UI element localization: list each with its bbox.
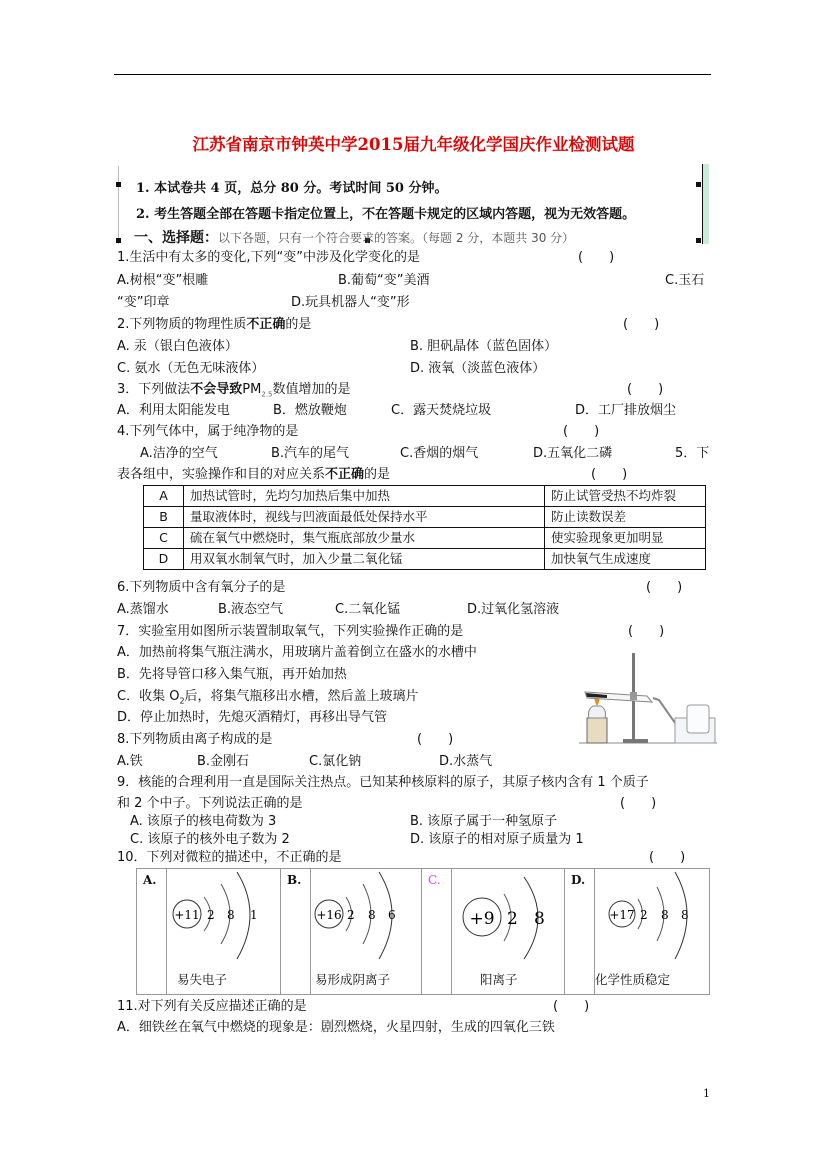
note-2: 2. 考生答题全部在答题卡指定位置上，不在答题卡规定的区域内答题，视为无效答题。 bbox=[136, 207, 636, 222]
note-1: 1. 本试卷共 4 页，总分 80 分。考试时间 50 分钟。 bbox=[136, 181, 448, 196]
q8-option-c: C.氯化钠 bbox=[309, 754, 362, 769]
q3-answer-paren: ( ) bbox=[627, 382, 664, 397]
shell-count: 8 bbox=[681, 908, 689, 922]
q10-caption-a: 易失电子 bbox=[177, 972, 228, 987]
q5-stem bbox=[117, 467, 390, 483]
nucleus-charge: +11 bbox=[174, 908, 200, 922]
q2-stem bbox=[117, 317, 311, 333]
shell-count: 2 bbox=[207, 908, 215, 922]
stand-base bbox=[623, 739, 648, 743]
q2-stem-end: 的是 bbox=[285, 317, 312, 332]
q1-option-c: C.玉石 bbox=[665, 273, 705, 288]
shell-count: 2 bbox=[347, 908, 355, 922]
q2-option-c: C. 氨水（无色无味液体） bbox=[117, 361, 265, 376]
q9-option-c: C. 该原子的核外电子数为 2 bbox=[130, 832, 290, 847]
q10-diagram-b bbox=[311, 869, 422, 994]
q10-label-b: B. bbox=[287, 873, 302, 887]
q5-stem-emphasis: 不正确 bbox=[325, 467, 365, 482]
q3-pm: PM bbox=[242, 382, 262, 397]
atom-structure-b bbox=[311, 869, 421, 964]
q9-stem-line2: 和 2 个中子。下列说法正确的是 bbox=[117, 796, 303, 811]
q10-diagram-c bbox=[452, 869, 565, 994]
q2-stem-text: 2.下列物质的物理性质 bbox=[117, 317, 247, 332]
shell-count: 1 bbox=[250, 908, 258, 922]
page-number: 1 bbox=[703, 1087, 710, 1100]
q9-stem-line1: 9．核能的合理利用一直是国际关注热点。已知某种核原料的原子，其原子核内含有 1 个质子 bbox=[117, 775, 649, 790]
row-operation: 量取液体时，视线与凹液面最低处保持水平 bbox=[184, 507, 545, 528]
q8-stem: 8.下列物质由离子构成的是 bbox=[117, 732, 273, 747]
q10-caption-b: 易形成阴离子 bbox=[315, 972, 391, 987]
shell-count: 2 bbox=[640, 908, 648, 922]
row-key: C bbox=[144, 528, 184, 549]
q4-option-d: D.五氧化二磷 bbox=[533, 446, 613, 461]
q9-option-d: D. 该原子的相对原子质量为 1 bbox=[410, 832, 584, 847]
q3-option-a: A．利用太阳能发电 bbox=[117, 403, 230, 418]
q4-stem: 4.下列气体中，属于纯净物的是 bbox=[117, 424, 299, 439]
atom-structure-d bbox=[595, 869, 709, 964]
q9-option-b: B. 该原子属于一种氢原子 bbox=[410, 814, 558, 829]
row-key: B bbox=[144, 507, 184, 528]
header-rule bbox=[114, 74, 711, 75]
q10-diagram-a bbox=[167, 869, 281, 994]
q10-options-table bbox=[136, 868, 710, 995]
nucleus-charge: +17 bbox=[609, 908, 635, 922]
resize-handle[interactable] bbox=[116, 182, 121, 187]
q7-option-c-sub: 2 bbox=[179, 696, 185, 706]
q4-option-b: B.汽车的尾气 bbox=[271, 446, 350, 461]
q1-option-b: B.葡萄“变”美酒 bbox=[338, 273, 430, 288]
row-operation: 用双氧水制氧气时，加入少量二氧化锰 bbox=[184, 549, 545, 570]
section-heading bbox=[134, 227, 574, 247]
nucleus-charge: +16 bbox=[316, 908, 342, 922]
q1-option-a: A.树根“变”根雕 bbox=[117, 273, 209, 288]
q3-option-d: D．工厂排放烟尘 bbox=[575, 403, 677, 418]
q10-label-cell bbox=[422, 869, 452, 994]
q10-diagram-d bbox=[595, 869, 709, 994]
section-desc: 以下各题，只有一个符合要求的答案。（每题 2 分，本题共 30 分） bbox=[218, 231, 575, 245]
q10-label-a: A. bbox=[143, 873, 157, 887]
q5-table bbox=[143, 485, 706, 570]
resize-handle[interactable] bbox=[696, 238, 701, 243]
row-purpose: 防止读数误差 bbox=[545, 507, 706, 528]
row-purpose: 使实验现象更加明显 bbox=[545, 528, 706, 549]
q1-stem: 1.生活中有太多的变化,下列“变”中涉及化学变化的是 bbox=[117, 250, 421, 265]
q11-stem: 11.对下列有关反应描述正确的是 bbox=[117, 999, 307, 1014]
q3-stem-text: 3．下列做法 bbox=[117, 382, 191, 397]
wood-block bbox=[587, 718, 607, 743]
q7-stem: 7．实验室用如图所示装置制取氧气，下列实验操作正确的是 bbox=[117, 624, 464, 639]
alcohol-lamp bbox=[589, 706, 606, 718]
q1-option-d: D.玩具机器人“变”形 bbox=[291, 295, 410, 310]
q7-option-a: A．加热前将集气瓶注满水，用玻璃片盖着倒立在盛水的水槽中 bbox=[117, 645, 477, 660]
q9-option-a: A. 该原子的核电荷数为 3 bbox=[130, 814, 277, 829]
shell-count: 6 bbox=[388, 908, 396, 922]
q3-stem bbox=[117, 382, 351, 403]
page-title: 江苏省南京市钟英中学2015届九年级化学国庆作业检测试题 bbox=[192, 135, 635, 154]
row-purpose: 加快氧气生成速度 bbox=[545, 549, 706, 570]
resize-handle[interactable] bbox=[696, 182, 701, 187]
gas-collecting-bottle bbox=[687, 705, 709, 733]
q1-answer-paren: ( ) bbox=[578, 250, 615, 265]
q10-label-c: C. bbox=[428, 873, 441, 887]
q6-option-a: A.蒸馏水 bbox=[117, 602, 169, 617]
atom-structure-a bbox=[167, 869, 280, 964]
row-purpose: 防止试管受热不均炸裂 bbox=[545, 486, 706, 507]
q10-answer-paren: ( ) bbox=[649, 850, 686, 865]
q7-option-c-end: 后，将集气瓶移出水槽，然后盖上玻璃片 bbox=[184, 689, 419, 704]
q6-answer-paren: ( ) bbox=[646, 580, 683, 595]
table-row bbox=[144, 486, 706, 507]
electron-shell-arc bbox=[237, 872, 250, 959]
q7-option-b: B．先将导管口移入集气瓶，再开始加热 bbox=[117, 667, 347, 682]
resize-handle[interactable] bbox=[116, 238, 121, 243]
q3-pm-sub: 2.5 bbox=[261, 390, 273, 399]
q10-label-cell bbox=[565, 869, 595, 994]
q2-option-a: A. 汞（银白色液体） bbox=[117, 339, 238, 354]
table-row bbox=[144, 549, 706, 570]
q1-option-c-cont: “变”印章 bbox=[117, 295, 170, 310]
q3-option-c: C．露天焚烧垃圾 bbox=[391, 403, 492, 418]
q10-stem: 10．下列对微粒的描述中，不正确的是 bbox=[117, 850, 342, 865]
q7-answer-paren: ( ) bbox=[628, 624, 665, 639]
q5-stem-text: 表各组中，实验操作和目的对应关系 bbox=[117, 467, 326, 482]
q8-option-a: A.铁 bbox=[117, 754, 143, 769]
q2-stem-emphasis: 不正确 bbox=[246, 317, 286, 332]
row-key: A bbox=[144, 486, 184, 507]
section-title: 一、选择题 bbox=[134, 230, 204, 246]
section-colon: ： bbox=[204, 230, 218, 246]
q3-stem-emphasis: 不会导致 bbox=[190, 382, 243, 397]
shell-count: 8 bbox=[227, 908, 235, 922]
clamp bbox=[630, 692, 637, 700]
q6-stem: 6.下列物质中含有氧分子的是 bbox=[117, 580, 286, 595]
q4-option-a: A.洁净的空气 bbox=[140, 446, 218, 461]
q8-answer-paren: ( ) bbox=[417, 732, 454, 747]
q9-answer-paren: ( ) bbox=[620, 796, 657, 811]
q11-answer-paren: ( ) bbox=[553, 999, 590, 1014]
q11-option-a: A．细铁丝在氧气中燃烧的现象是：剧烈燃烧，火星四射，生成的四氧化三铁 bbox=[117, 1020, 555, 1035]
q10-label-cell bbox=[281, 869, 311, 994]
q3-stem-end: 数值增加的是 bbox=[272, 382, 351, 397]
shell-count: 8 bbox=[368, 908, 376, 922]
q10-caption-d: 化学性质稳定 bbox=[595, 972, 671, 987]
q10-caption-c: 阳离子 bbox=[480, 972, 518, 987]
q7-option-c-text: C．收集 O bbox=[117, 689, 180, 704]
q5-answer-paren: ( ) bbox=[591, 467, 628, 482]
q2-answer-paren: ( ) bbox=[623, 317, 660, 332]
oxygen-apparatus-figure bbox=[577, 650, 717, 745]
q6-option-b: B.液态空气 bbox=[218, 602, 284, 617]
q5-number: 5．下 bbox=[675, 446, 710, 461]
q7-option-c bbox=[117, 689, 419, 710]
shell-count: 8 bbox=[534, 909, 545, 929]
row-key: D bbox=[144, 549, 184, 570]
q7-option-d: D．停止加热时，先熄灭酒精灯，再移出导气管 bbox=[117, 710, 388, 725]
q5-stem-end: 的是 bbox=[364, 467, 391, 482]
row-operation: 硫在氧气中燃烧时，集气瓶底部放少量水 bbox=[184, 528, 545, 549]
q8-option-b: B.金刚石 bbox=[197, 754, 250, 769]
shell-count: 2 bbox=[507, 909, 518, 929]
atom-structure-c bbox=[452, 869, 564, 964]
q6-option-d: D.过氧化氢溶液 bbox=[467, 602, 560, 617]
table-row bbox=[144, 528, 706, 549]
q3-option-b: B．燃放鞭炮 bbox=[273, 403, 347, 418]
table-row bbox=[144, 507, 706, 528]
shell-count: 8 bbox=[661, 908, 669, 922]
row-operation: 加热试管时，先均匀加热后集中加热 bbox=[184, 486, 545, 507]
q8-option-d: D.水蒸气 bbox=[439, 754, 493, 769]
nucleus-charge: +9 bbox=[469, 909, 495, 929]
q6-option-c: C.二氧化锰 bbox=[335, 602, 401, 617]
q10-label-d: D. bbox=[571, 873, 586, 887]
q2-option-b: B. 胆矾晶体（蓝色固体） bbox=[410, 339, 558, 354]
q4-answer-paren: ( ) bbox=[563, 424, 600, 439]
q10-label-cell bbox=[137, 869, 167, 994]
q4-option-c: C.香烟的烟气 bbox=[400, 446, 479, 461]
text-box-edge bbox=[702, 164, 709, 244]
q2-option-d: D. 液氧（淡蓝色液体） bbox=[410, 361, 546, 376]
